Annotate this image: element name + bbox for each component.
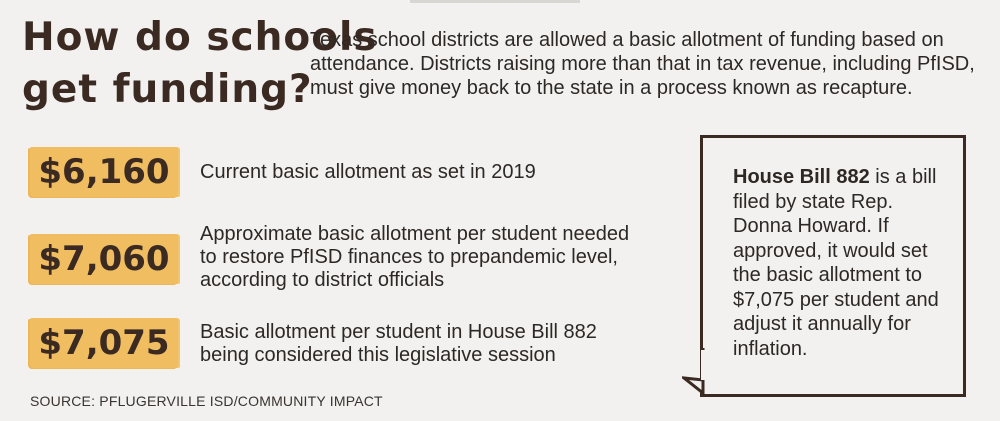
amount-value: $6,160 bbox=[38, 152, 170, 192]
title-line-1: How do schools bbox=[22, 15, 378, 60]
allotment-row-current bbox=[0, 137, 680, 207]
title-line-2: get funding? bbox=[22, 67, 313, 112]
amount-value: $7,060 bbox=[38, 239, 170, 279]
intro-paragraph: Texas school districts are allowed a basic allotment of funding based on attendance. Districts raising more than that in tax revenue, including PfISD, must give money back to the state in a process known as recapture. bbox=[310, 29, 975, 99]
callout-text bbox=[733, 165, 953, 361]
bill-callout-box bbox=[700, 135, 966, 397]
callout-bill-name: House Bill 882 bbox=[733, 166, 870, 188]
amount-description: Basic allotment per student in House Bill 882 being considered this legislative session bbox=[200, 321, 597, 366]
top-divider bbox=[410, 0, 580, 3]
allotment-row-bill bbox=[0, 310, 680, 380]
source-credit: SOURCE: PFLUGERVILLE ISD/COMMUNITY IMPACT bbox=[30, 393, 383, 409]
amount-value: $7,075 bbox=[38, 323, 170, 363]
callout-body: is a bill filed by state Rep. Donna Howard. If approved, it would set the basic allotment to $7,075 per student and adjust it annually for inflation. bbox=[733, 166, 939, 360]
amount-description: Approximate basic allotment per student needed to restore PfISD finances to prepandemic level, according to district officials bbox=[200, 223, 630, 291]
page-title bbox=[22, 12, 378, 116]
amount-description: Current basic allotment as set in 2019 bbox=[200, 161, 536, 183]
allotment-row-restore bbox=[0, 220, 680, 290]
speech-bubble-tail bbox=[682, 348, 722, 398]
